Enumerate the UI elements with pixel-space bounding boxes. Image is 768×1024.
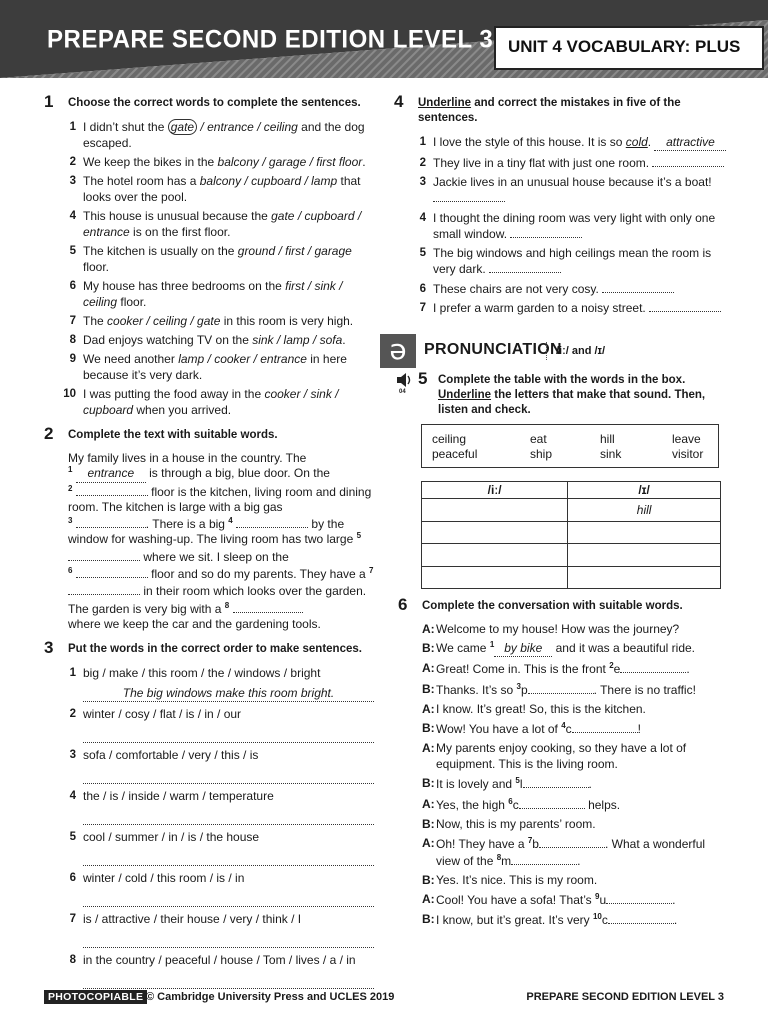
item-number: 3 xyxy=(69,749,76,762)
word-options[interactable]: lamp / cooker / entrance xyxy=(178,352,307,366)
correction-answer[interactable] xyxy=(652,166,724,167)
speaker-label: A: xyxy=(422,741,435,756)
gap-3[interactable] xyxy=(76,515,146,528)
gap-2[interactable] xyxy=(76,483,148,496)
answer-line[interactable] xyxy=(83,972,374,989)
speaker-label: B: xyxy=(422,641,435,656)
word-options[interactable]: sink / lamp / sofa xyxy=(252,333,343,347)
conversation-line xyxy=(422,775,728,792)
item-number: 10 xyxy=(63,388,76,400)
gap-number: 4 xyxy=(561,720,566,730)
gap-8[interactable] xyxy=(233,600,303,613)
speaker-label: A: xyxy=(422,892,435,907)
exercise-instruction: Complete the conversation with suitable words. xyxy=(422,600,683,612)
line-text: Welcome to my house! How was the journey? xyxy=(436,622,680,636)
gap-first-letter: e xyxy=(613,662,621,677)
conversation-line xyxy=(422,621,728,637)
word-box-item: eat xyxy=(530,432,547,446)
item-number: 6 xyxy=(69,872,76,885)
item-number: 8 xyxy=(69,334,76,346)
audio-track-number: 04 xyxy=(399,389,406,394)
conversation-line xyxy=(422,701,728,717)
gap-first-letter: b xyxy=(532,836,539,851)
item-text: . xyxy=(362,155,366,169)
line-text: . What a wonderful view of the xyxy=(436,836,706,868)
conversation-line xyxy=(422,681,728,698)
gap[interactable] xyxy=(572,720,638,733)
list-item xyxy=(68,706,374,743)
word-options[interactable]: / entrance / ceiling xyxy=(197,120,298,134)
gap-number: 3 xyxy=(516,681,521,691)
line-text: Wow! You have a lot of xyxy=(436,721,558,736)
list-item xyxy=(68,952,374,989)
speaker-label: A: xyxy=(422,796,435,811)
gap[interactable] xyxy=(511,852,577,865)
table-cell[interactable] xyxy=(568,566,721,589)
word-options[interactable]: cooker / ceiling / gate xyxy=(107,314,221,328)
word-options[interactable]: balcony / garage / first floor xyxy=(217,155,363,169)
gap[interactable] xyxy=(606,891,672,904)
list-item xyxy=(68,870,374,907)
table-cell[interactable] xyxy=(568,521,721,544)
exercise-instruction: Put the words in the correct order to make sentences. xyxy=(68,643,362,656)
gap-first-letter: c xyxy=(565,721,572,736)
answer-line[interactable] xyxy=(83,890,374,907)
list-item xyxy=(418,245,728,277)
gap-4[interactable] xyxy=(236,515,308,528)
table-cell[interactable] xyxy=(422,544,568,567)
word-box-item: hill xyxy=(600,432,615,446)
correction-answer[interactable] xyxy=(510,237,582,238)
word-box-item: peaceful xyxy=(432,447,478,461)
speaker-label: B: xyxy=(422,720,435,735)
line-text: My parents enjoy cooking, so they have a lot of equipment. This is the living room. xyxy=(436,741,687,772)
jumbled-words: in the country / peaceful / house / Tom / lives / a / in xyxy=(83,953,356,968)
pronunciation-table xyxy=(421,481,721,589)
page-footer xyxy=(44,990,724,1006)
gap-number: 8 xyxy=(224,600,230,610)
word-box-item: ship xyxy=(530,447,553,461)
instruction-underlined-word: Underline xyxy=(438,389,492,401)
gap-number: 1 xyxy=(68,465,73,475)
word-box-item: ceiling xyxy=(432,432,467,446)
speaker-label: B: xyxy=(422,816,435,831)
item-text: I love the style of this house. It is so xyxy=(433,135,626,149)
item-text: when you arrived. xyxy=(133,403,232,417)
line-text: . xyxy=(588,777,592,792)
item-number: 9 xyxy=(69,353,76,365)
line-text: It is lovely and xyxy=(436,777,513,792)
table-cell[interactable] xyxy=(422,566,568,589)
jumbled-words: winter / cold / this room / is / in xyxy=(83,871,245,886)
item-number: 5 xyxy=(419,247,426,259)
page-header xyxy=(0,0,768,78)
item-number: 4 xyxy=(69,210,76,222)
item-number: 8 xyxy=(69,954,76,967)
item-text: floor. xyxy=(117,295,147,309)
item-text: My house has three bedrooms on the xyxy=(83,279,286,293)
gap[interactable] xyxy=(620,660,686,673)
exercise-1 xyxy=(44,92,374,418)
item-number: 2 xyxy=(69,708,76,721)
item-text: I was putting the food away in the xyxy=(83,387,265,401)
item-number: 3 xyxy=(69,175,76,187)
item-text: The hotel room has a xyxy=(83,174,200,188)
text-segment: in their room which looks over the garden. The garden is very big with a xyxy=(68,584,367,616)
gap[interactable] xyxy=(528,681,594,694)
item-text: We keep the bikes in the xyxy=(83,155,218,169)
list-item xyxy=(418,155,728,171)
exercise-instruction: Complete the text with suitable words. xyxy=(68,429,278,441)
gap-first-letter: u xyxy=(599,893,607,908)
speaker-label: A: xyxy=(422,661,435,676)
item-text: and the dog escaped. xyxy=(83,120,365,150)
correction-answer[interactable] xyxy=(489,272,561,273)
left-column xyxy=(44,92,374,993)
gap-number: 8 xyxy=(496,852,502,862)
item-number: 6 xyxy=(419,282,426,295)
gap-number: 1 xyxy=(489,640,495,650)
jumbled-words: big / make / this room / the / windows / bright xyxy=(83,666,321,681)
text-segment: where we keep the car and the gardening tools. xyxy=(68,616,321,631)
instruction-text: and correct the mistakes in five of the sentences. xyxy=(418,97,681,124)
gap-5[interactable] xyxy=(68,548,140,561)
gap-number: 9 xyxy=(595,892,600,902)
underlined-mistake: cold xyxy=(625,135,648,149)
item-text: The big windows and high ceilings mean the room is very dark. xyxy=(433,246,712,276)
item-number: 1 xyxy=(419,136,426,148)
list-item xyxy=(68,173,374,205)
line-text: I know. It’s great! So, this is the kitchen. xyxy=(436,701,646,716)
exercise-number: 5 xyxy=(418,369,428,388)
item-text: that looks over the pool. xyxy=(83,174,361,204)
word-options[interactable]: gate / cupboard / entrance xyxy=(83,209,362,239)
exercise-instruction: Choose the correct words to complete the sentences. xyxy=(68,97,361,109)
item-text: These chairs are not very cosy. xyxy=(433,281,603,296)
list-item xyxy=(68,313,374,329)
answer-line[interactable] xyxy=(83,726,374,743)
instruction-underlined-word: Underline xyxy=(418,97,472,109)
jumbled-words: is / attractive / their house / very / think / I xyxy=(83,912,302,927)
table-cell[interactable] xyxy=(422,499,568,522)
gap[interactable] xyxy=(523,775,589,788)
pronunciation-title: PRONUNCIATION xyxy=(424,341,562,358)
line-text: I know, but it’s great. It’s very xyxy=(436,913,590,928)
answer-line[interactable] xyxy=(83,849,374,866)
gap-number: 7 xyxy=(527,835,533,845)
line-text: Thanks. It’s so xyxy=(436,682,514,697)
conversation-line xyxy=(422,660,728,677)
line-text: We came xyxy=(436,641,487,656)
conversation xyxy=(422,621,728,928)
correction-answer[interactable] xyxy=(433,201,505,202)
conversation-line xyxy=(422,740,728,772)
exercise-1-items xyxy=(63,119,374,418)
column-header-short-i: /ɪ/ xyxy=(568,482,721,499)
item-number: 7 xyxy=(69,315,76,327)
gap-answer[interactable]: by bike xyxy=(494,640,552,657)
speaker-label: B: xyxy=(422,776,435,791)
line-text: . xyxy=(673,913,678,928)
line-text: Great! Come in. This is the front xyxy=(436,662,606,677)
exercise-number: 3 xyxy=(44,638,54,658)
list-item xyxy=(68,665,374,702)
correction-answer[interactable] xyxy=(649,311,721,312)
exercise-instruction xyxy=(418,369,728,418)
correction-answer[interactable] xyxy=(602,292,674,293)
list-item xyxy=(68,278,374,310)
line-text: ! xyxy=(637,721,642,736)
item-text: They live in a tiny flat with just one room. xyxy=(433,155,653,170)
schwa-icon: ə xyxy=(380,334,416,368)
gap-number: 4 xyxy=(228,516,233,526)
answer-line[interactable]: The big windows make this room bright. xyxy=(83,685,374,702)
speaker-label: B: xyxy=(422,873,435,888)
pronunciation-section-header xyxy=(380,334,740,368)
line-text: Cool! You have a sofa! That’s xyxy=(436,893,592,908)
item-text: The kitchen is usually on the xyxy=(83,244,238,258)
list-item xyxy=(68,829,374,866)
right-column xyxy=(394,92,728,320)
line-text: . There is no traffic! xyxy=(593,682,696,697)
conversation-line xyxy=(422,872,728,888)
pronunciation-sounds: /iː/ and /ɪ/ xyxy=(556,345,606,357)
exercise-6 xyxy=(398,595,728,932)
word-box xyxy=(421,424,719,468)
gap-number: 2 xyxy=(68,483,73,493)
word-box-item: sink xyxy=(600,447,622,461)
line-text: Yes. It’s nice. This is my room. xyxy=(436,873,598,888)
conversation-line xyxy=(422,911,728,928)
list-item xyxy=(68,332,374,348)
exercise-2 xyxy=(44,424,374,632)
line-text: helps. xyxy=(584,797,621,812)
divider xyxy=(546,342,547,360)
copyright-text: © Cambridge University Press and UCLES 2019 xyxy=(146,991,395,1003)
gap[interactable] xyxy=(539,835,605,848)
gap-first-letter: c xyxy=(601,913,608,928)
answer-line[interactable] xyxy=(83,931,374,948)
list-item xyxy=(418,134,728,151)
speaker-label: A: xyxy=(422,835,435,850)
text-segment: is through a big, blue door. On the xyxy=(145,466,330,481)
item-text: I prefer a warm garden to a noisy street. xyxy=(433,301,650,315)
list-item xyxy=(68,911,374,948)
gap-number: 5 xyxy=(515,776,520,786)
item-number: 1 xyxy=(69,667,76,680)
conversation-line xyxy=(422,640,728,657)
exercise-number: 2 xyxy=(44,424,54,443)
text-segment: by the window for washing-up. The living room has two large xyxy=(68,517,354,547)
line-text: . xyxy=(686,662,690,677)
list-item xyxy=(63,386,374,418)
item-text: Dad enjoys watching TV on the xyxy=(83,333,253,347)
audio-speaker-icon[interactable] xyxy=(396,372,414,394)
word-options[interactable]: cooker / sink / cupboard xyxy=(83,387,339,417)
gap-first-letter: m xyxy=(501,853,512,868)
conversation-line xyxy=(422,835,728,869)
list-item xyxy=(68,747,374,784)
gap-number: 3 xyxy=(68,516,73,526)
item-number: 5 xyxy=(69,245,76,257)
exercise-instruction xyxy=(418,96,728,126)
word-options[interactable]: balcony / cupboard / lamp xyxy=(199,174,338,188)
item-text: floor. xyxy=(83,260,110,274)
item-text: This house is unusual because the xyxy=(83,209,272,223)
gap-number: 6 xyxy=(508,796,513,806)
conversation-line xyxy=(422,816,728,832)
item-number: 4 xyxy=(69,790,76,803)
item-text: The xyxy=(83,314,108,328)
item-text: We need another xyxy=(83,352,179,366)
item-text: . xyxy=(342,333,346,347)
item-number: 7 xyxy=(419,302,426,314)
exercise-3-items xyxy=(68,665,374,989)
table-cell-example[interactable]: hill xyxy=(568,499,721,522)
gap-first-letter: p xyxy=(520,682,528,697)
list-item xyxy=(418,210,728,242)
footer-title: PREPARE SECOND EDITION LEVEL 3 xyxy=(526,991,724,1003)
line-text: . xyxy=(577,853,581,868)
jumbled-words: winter / cosy / flat / is / in / our xyxy=(83,707,242,722)
speaker-label: B: xyxy=(422,912,435,927)
table-cell[interactable] xyxy=(422,521,568,544)
jumbled-words: the / is / inside / warm / temperature xyxy=(83,789,274,804)
item-text: I didn’t shut the xyxy=(83,120,168,134)
unit-label: UNIT 4 VOCABULARY: PLUS xyxy=(508,37,741,56)
speaker-label: A: xyxy=(422,622,435,636)
line-text: Oh! They have a xyxy=(436,836,525,851)
line-text: Now, this is my parents’ room. xyxy=(436,816,596,831)
gap-number: 5 xyxy=(356,531,362,541)
gap-6[interactable] xyxy=(76,565,148,578)
list-item xyxy=(68,208,374,240)
item-number: 2 xyxy=(419,156,426,169)
gap-number: 10 xyxy=(592,912,602,922)
exercise-6-inner xyxy=(398,595,728,928)
correction-answer[interactable]: attractive xyxy=(654,134,726,151)
text-segment: where we sit. I sleep on the xyxy=(140,549,289,564)
answer-line[interactable] xyxy=(83,808,374,825)
line-text: Yes, the high xyxy=(436,797,505,812)
speaker-label: B: xyxy=(422,681,435,696)
item-number: 1 xyxy=(69,121,76,133)
list-item xyxy=(68,154,374,170)
gap-number: 2 xyxy=(609,661,614,671)
gap-7[interactable] xyxy=(68,582,140,595)
gap-first-letter: c xyxy=(512,797,519,812)
item-number: 5 xyxy=(69,831,76,844)
list-item xyxy=(418,281,728,297)
table-cell[interactable] xyxy=(568,544,721,567)
list-item xyxy=(68,119,374,151)
jumbled-words: cool / summer / in / is / the house xyxy=(83,830,260,845)
exercise-4 xyxy=(394,92,728,316)
word-options[interactable]: ground / first / garage xyxy=(237,244,352,258)
instruction-text: the letters that make that sound. Then, listen and check. xyxy=(438,389,706,416)
word-box-item: leave xyxy=(672,432,701,446)
exercise-4-items xyxy=(418,134,728,316)
instruction-text: Complete the table with the words in the box. xyxy=(438,374,686,386)
gap-answer-1[interactable]: entrance xyxy=(76,466,146,482)
gap[interactable] xyxy=(608,911,674,924)
exercise-number: 6 xyxy=(398,595,408,614)
column-header-long-i: /iː/ xyxy=(422,482,568,499)
conversation-line xyxy=(422,720,728,737)
word-options[interactable]: first / sink / ceiling xyxy=(83,279,343,309)
item-text: . xyxy=(647,135,655,149)
list-item xyxy=(68,788,374,825)
item-text: Jackie lives in an unusual house because it’s a boat! xyxy=(433,175,712,189)
item-number: 4 xyxy=(419,211,426,224)
item-number: 2 xyxy=(69,156,76,168)
list-item xyxy=(68,243,374,275)
unit-label-box xyxy=(494,26,764,70)
item-text: I thought the dining room was very light with only one small window. xyxy=(433,210,716,241)
text-segment: My family lives in a house in the country. The xyxy=(68,451,307,465)
gap-number: 6 xyxy=(68,566,73,576)
exercise-number: 1 xyxy=(44,92,54,111)
page-title: PREPARE SECOND EDITION LEVEL 3 xyxy=(47,25,494,54)
word-box-item: visitor xyxy=(672,447,704,461)
exercise-3 xyxy=(44,638,374,989)
item-text: in here because it’s very dark. xyxy=(83,352,347,382)
text-segment: floor and so do my parents. They have a xyxy=(147,567,366,582)
text-segment: . There is a big xyxy=(145,517,225,532)
exercise-5 xyxy=(399,369,728,418)
list-item xyxy=(418,174,728,206)
speaker-label: A: xyxy=(422,701,435,716)
gap-fill-text xyxy=(68,451,374,632)
exercise-number: 4 xyxy=(394,92,404,111)
conversation-line xyxy=(422,796,728,813)
list-item xyxy=(68,351,374,383)
item-text: is on the first floor. xyxy=(129,225,231,239)
conversation-line xyxy=(422,891,728,908)
line-text: . xyxy=(672,893,676,908)
gap-first-letter: l xyxy=(519,777,523,792)
answer-line[interactable] xyxy=(83,767,374,784)
item-number: 7 xyxy=(69,913,76,926)
item-number: 3 xyxy=(419,176,426,188)
item-number: 6 xyxy=(69,280,76,292)
circled-answer: gate xyxy=(168,119,197,135)
text-segment: floor is the kitchen, living room and dining room. The kitchen is large with a big gas xyxy=(68,484,372,514)
item-text: in this room is very high. xyxy=(220,314,354,328)
gap-number: 7 xyxy=(369,566,374,576)
line-text: and it was a beautiful ride. xyxy=(552,641,696,656)
list-item xyxy=(418,300,728,316)
gap[interactable] xyxy=(519,796,585,809)
photocopiable-label: PHOTOCOPIABLE xyxy=(44,990,147,1004)
jumbled-words: sofa / comfortable / very / this / is xyxy=(83,748,259,763)
